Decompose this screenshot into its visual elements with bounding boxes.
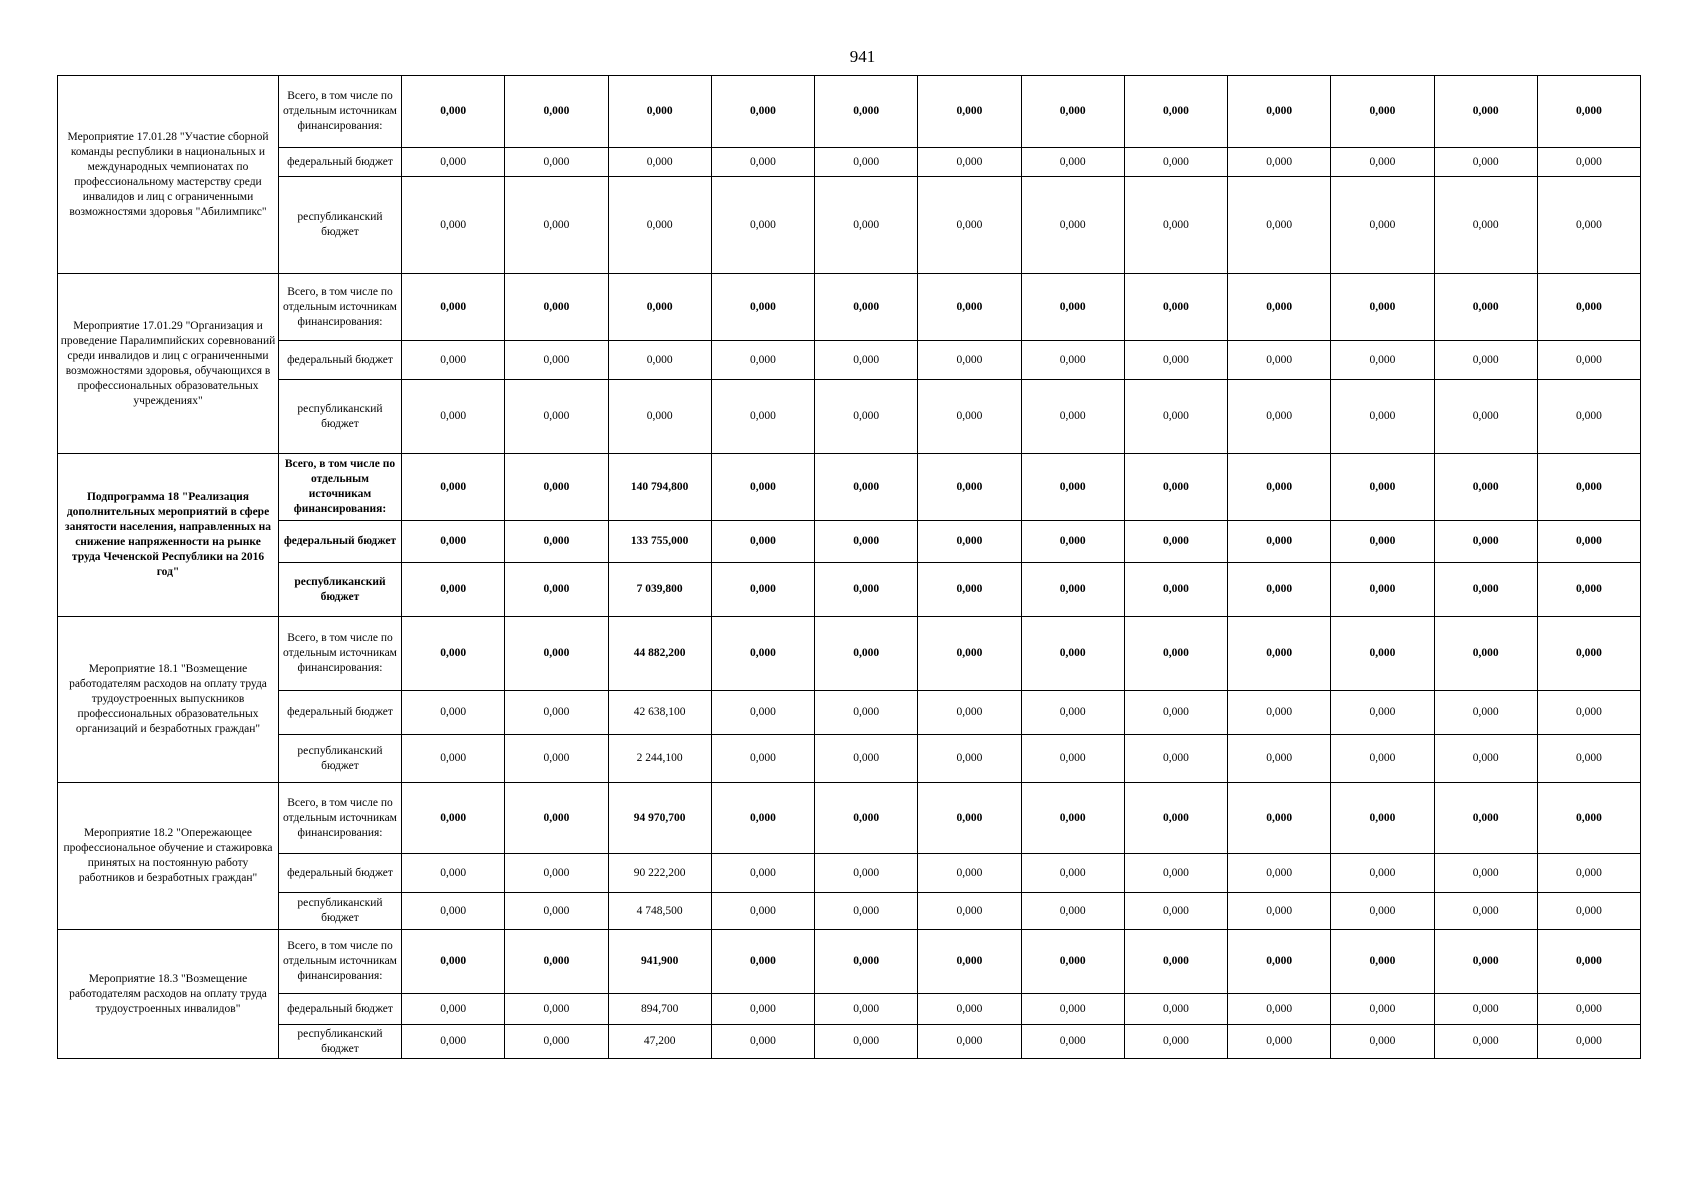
value-cell: 0,000 xyxy=(1537,854,1640,893)
value-cell: 0,000 xyxy=(1021,177,1124,274)
value-cell: 0,000 xyxy=(1537,930,1640,994)
value-cell: 0,000 xyxy=(1331,893,1434,930)
value-cell: 0,000 xyxy=(505,563,608,617)
value-cell: 0,000 xyxy=(1021,274,1124,341)
value-cell: 0,000 xyxy=(1021,148,1124,177)
value-cell: 0,000 xyxy=(1434,617,1537,691)
value-cell: 0,000 xyxy=(1021,994,1124,1025)
value-cell: 0,000 xyxy=(1021,76,1124,148)
value-cell: 0,000 xyxy=(1228,783,1331,854)
table-row xyxy=(58,521,1641,563)
funding-source-cell: республиканский бюджет xyxy=(279,735,402,783)
value-cell: 0,000 xyxy=(1124,691,1227,735)
value-cell: 0,000 xyxy=(1124,783,1227,854)
value-cell: 0,000 xyxy=(1331,148,1434,177)
value-cell: 0,000 xyxy=(505,930,608,994)
value-cell: 0,000 xyxy=(402,930,505,994)
value-cell: 0,000 xyxy=(1434,994,1537,1025)
value-cell: 0,000 xyxy=(608,177,711,274)
value-cell: 0,000 xyxy=(402,735,505,783)
value-cell: 0,000 xyxy=(402,893,505,930)
event-name-cell: Мероприятие 17.01.29 "Организация и проведение Паралимпийских соревнований среди инвалидов и лиц с ограниченными возможностями здоровья, обучающихся в профессиональных образовательных учреждениях" xyxy=(58,274,279,454)
value-cell: 0,000 xyxy=(918,521,1021,563)
value-cell: 0,000 xyxy=(1021,783,1124,854)
value-cell: 0,000 xyxy=(1331,994,1434,1025)
value-cell: 0,000 xyxy=(711,521,814,563)
value-cell: 0,000 xyxy=(1331,930,1434,994)
value-cell: 0,000 xyxy=(402,76,505,148)
value-cell: 0,000 xyxy=(1434,1025,1537,1059)
value-cell: 0,000 xyxy=(1434,76,1537,148)
value-cell: 0,000 xyxy=(402,563,505,617)
value-cell: 0,000 xyxy=(918,994,1021,1025)
value-cell: 0,000 xyxy=(711,380,814,454)
value-cell: 0,000 xyxy=(1537,563,1640,617)
value-cell: 0,000 xyxy=(1434,783,1537,854)
value-cell: 0,000 xyxy=(918,76,1021,148)
funding-source-cell: федеральный бюджет xyxy=(279,854,402,893)
value-cell: 0,000 xyxy=(1228,617,1331,691)
value-cell: 2 244,100 xyxy=(608,735,711,783)
funding-source-cell: Всего, в том числе по отдельным источникам финансирования: xyxy=(279,274,402,341)
funding-source-cell: Всего, в том числе по отдельным источникам финансирования: xyxy=(279,76,402,148)
event-name-cell: Мероприятие 17.01.28 "Участие сборной команды республики в национальных и международных чемпионатах по профессиональному мастерству среди инвалидов и лиц с ограниченными возможностями здоровья "Абилимпикс" xyxy=(58,76,279,274)
value-cell: 133 755,000 xyxy=(608,521,711,563)
value-cell: 0,000 xyxy=(1434,854,1537,893)
value-cell: 0,000 xyxy=(1537,617,1640,691)
value-cell: 0,000 xyxy=(1021,930,1124,994)
value-cell: 0,000 xyxy=(815,454,918,521)
value-cell: 0,000 xyxy=(918,148,1021,177)
value-cell: 0,000 xyxy=(1434,893,1537,930)
value-cell: 0,000 xyxy=(402,380,505,454)
value-cell: 0,000 xyxy=(918,177,1021,274)
value-cell: 0,000 xyxy=(1331,454,1434,521)
value-cell: 90 222,200 xyxy=(608,854,711,893)
value-cell: 0,000 xyxy=(1434,274,1537,341)
value-cell: 0,000 xyxy=(1537,454,1640,521)
event-name-cell: Мероприятие 18.3 "Возмещение работодателям расходов на оплату труда трудоустроенных инвалидов" xyxy=(58,930,279,1059)
value-cell: 0,000 xyxy=(918,735,1021,783)
table-row xyxy=(58,893,1641,930)
value-cell: 0,000 xyxy=(1331,617,1434,691)
value-cell: 0,000 xyxy=(815,783,918,854)
value-cell: 0,000 xyxy=(815,1025,918,1059)
table-row xyxy=(58,76,1641,148)
value-cell: 0,000 xyxy=(1537,274,1640,341)
value-cell: 0,000 xyxy=(1228,380,1331,454)
value-cell: 0,000 xyxy=(711,177,814,274)
value-cell: 0,000 xyxy=(918,617,1021,691)
table-row xyxy=(58,930,1641,994)
table-row xyxy=(58,341,1641,380)
value-cell: 0,000 xyxy=(505,521,608,563)
value-cell: 0,000 xyxy=(1228,274,1331,341)
table-row xyxy=(58,617,1641,691)
value-cell: 0,000 xyxy=(1021,380,1124,454)
value-cell: 0,000 xyxy=(608,341,711,380)
value-cell: 0,000 xyxy=(505,1025,608,1059)
value-cell: 0,000 xyxy=(1537,783,1640,854)
value-cell: 0,000 xyxy=(1021,735,1124,783)
value-cell: 0,000 xyxy=(1537,177,1640,274)
value-cell: 0,000 xyxy=(711,783,814,854)
value-cell: 0,000 xyxy=(711,341,814,380)
value-cell: 894,700 xyxy=(608,994,711,1025)
value-cell: 0,000 xyxy=(1537,76,1640,148)
value-cell: 0,000 xyxy=(505,735,608,783)
value-cell: 0,000 xyxy=(711,454,814,521)
value-cell: 0,000 xyxy=(815,521,918,563)
value-cell: 0,000 xyxy=(505,341,608,380)
value-cell: 0,000 xyxy=(505,177,608,274)
value-cell: 0,000 xyxy=(608,380,711,454)
funding-source-cell: федеральный бюджет xyxy=(279,521,402,563)
funding-source-cell: республиканский бюджет xyxy=(279,563,402,617)
value-cell: 0,000 xyxy=(1124,76,1227,148)
value-cell: 0,000 xyxy=(1021,563,1124,617)
funding-source-cell: федеральный бюджет xyxy=(279,341,402,380)
value-cell: 0,000 xyxy=(402,148,505,177)
value-cell: 0,000 xyxy=(1331,76,1434,148)
value-cell: 0,000 xyxy=(711,735,814,783)
value-cell: 0,000 xyxy=(1331,274,1434,341)
value-cell: 0,000 xyxy=(1228,76,1331,148)
value-cell: 0,000 xyxy=(1124,735,1227,783)
value-cell: 0,000 xyxy=(1228,994,1331,1025)
value-cell: 0,000 xyxy=(1228,854,1331,893)
value-cell: 0,000 xyxy=(402,617,505,691)
value-cell: 7 039,800 xyxy=(608,563,711,617)
value-cell: 0,000 xyxy=(1228,893,1331,930)
value-cell: 0,000 xyxy=(1434,177,1537,274)
value-cell: 0,000 xyxy=(815,177,918,274)
value-cell: 0,000 xyxy=(918,563,1021,617)
value-cell: 0,000 xyxy=(1124,341,1227,380)
value-cell: 0,000 xyxy=(918,274,1021,341)
value-cell: 0,000 xyxy=(815,563,918,617)
value-cell: 0,000 xyxy=(1124,563,1227,617)
value-cell: 0,000 xyxy=(815,854,918,893)
value-cell: 0,000 xyxy=(918,930,1021,994)
funding-source-cell: республиканский бюджет xyxy=(279,380,402,454)
value-cell: 0,000 xyxy=(1228,691,1331,735)
value-cell: 0,000 xyxy=(1537,1025,1640,1059)
value-cell: 0,000 xyxy=(1537,994,1640,1025)
value-cell: 0,000 xyxy=(505,274,608,341)
value-cell: 0,000 xyxy=(1124,893,1227,930)
funding-source-cell: республиканский бюджет xyxy=(279,893,402,930)
value-cell: 0,000 xyxy=(1331,1025,1434,1059)
value-cell: 0,000 xyxy=(918,341,1021,380)
value-cell: 0,000 xyxy=(1228,1025,1331,1059)
value-cell: 94 970,700 xyxy=(608,783,711,854)
value-cell: 0,000 xyxy=(1124,148,1227,177)
value-cell: 0,000 xyxy=(815,274,918,341)
value-cell: 0,000 xyxy=(815,930,918,994)
value-cell: 0,000 xyxy=(1124,521,1227,563)
value-cell: 0,000 xyxy=(1021,341,1124,380)
budget-table xyxy=(57,75,1641,1059)
value-cell: 0,000 xyxy=(505,380,608,454)
value-cell: 44 882,200 xyxy=(608,617,711,691)
value-cell: 0,000 xyxy=(1021,454,1124,521)
value-cell: 0,000 xyxy=(505,691,608,735)
value-cell: 0,000 xyxy=(815,76,918,148)
value-cell: 0,000 xyxy=(815,148,918,177)
value-cell: 0,000 xyxy=(711,930,814,994)
value-cell: 0,000 xyxy=(1434,563,1537,617)
funding-source-cell: республиканский бюджет xyxy=(279,1025,402,1059)
value-cell: 0,000 xyxy=(918,783,1021,854)
value-cell: 0,000 xyxy=(918,893,1021,930)
funding-source-cell: Всего, в том числе по отдельным источникам финансирования: xyxy=(279,783,402,854)
funding-source-cell: федеральный бюджет xyxy=(279,994,402,1025)
funding-source-cell: федеральный бюджет xyxy=(279,148,402,177)
value-cell: 0,000 xyxy=(1228,563,1331,617)
value-cell: 0,000 xyxy=(608,274,711,341)
value-cell: 0,000 xyxy=(815,341,918,380)
table-row xyxy=(58,1025,1641,1059)
value-cell: 0,000 xyxy=(505,76,608,148)
value-cell: 0,000 xyxy=(505,893,608,930)
value-cell: 0,000 xyxy=(918,454,1021,521)
table-row xyxy=(58,735,1641,783)
value-cell: 0,000 xyxy=(1331,854,1434,893)
value-cell: 0,000 xyxy=(711,893,814,930)
table-row xyxy=(58,380,1641,454)
value-cell: 0,000 xyxy=(505,617,608,691)
value-cell: 0,000 xyxy=(815,994,918,1025)
value-cell: 0,000 xyxy=(505,783,608,854)
value-cell: 0,000 xyxy=(711,148,814,177)
value-cell: 0,000 xyxy=(918,691,1021,735)
table-row xyxy=(58,783,1641,854)
value-cell: 941,900 xyxy=(608,930,711,994)
value-cell: 0,000 xyxy=(1537,521,1640,563)
value-cell: 0,000 xyxy=(1124,617,1227,691)
value-cell: 0,000 xyxy=(815,893,918,930)
funding-source-cell: Всего, в том числе по отдельным источникам финансирования: xyxy=(279,930,402,994)
value-cell: 0,000 xyxy=(1537,380,1640,454)
funding-source-cell: республиканский бюджет xyxy=(279,177,402,274)
value-cell: 0,000 xyxy=(1228,735,1331,783)
value-cell: 0,000 xyxy=(1434,691,1537,735)
value-cell: 0,000 xyxy=(1331,380,1434,454)
value-cell: 0,000 xyxy=(1124,854,1227,893)
value-cell: 0,000 xyxy=(1124,1025,1227,1059)
value-cell: 0,000 xyxy=(1434,521,1537,563)
value-cell: 0,000 xyxy=(608,148,711,177)
value-cell: 0,000 xyxy=(815,691,918,735)
value-cell: 0,000 xyxy=(402,521,505,563)
value-cell: 0,000 xyxy=(1124,274,1227,341)
value-cell: 0,000 xyxy=(1331,783,1434,854)
table-row xyxy=(58,994,1641,1025)
table-row xyxy=(58,563,1641,617)
value-cell: 0,000 xyxy=(711,994,814,1025)
value-cell: 0,000 xyxy=(1537,893,1640,930)
value-cell: 140 794,800 xyxy=(608,454,711,521)
value-cell: 0,000 xyxy=(1021,893,1124,930)
value-cell: 0,000 xyxy=(711,691,814,735)
event-name-cell: Подпрограмма 18 "Реализация дополнительных мероприятий в сфере занятости населения, направленных на снижение напряженности на рынке труда Чеченской Республики на 2016 год" xyxy=(58,454,279,617)
value-cell: 42 638,100 xyxy=(608,691,711,735)
value-cell: 0,000 xyxy=(608,76,711,148)
value-cell: 0,000 xyxy=(505,454,608,521)
value-cell: 0,000 xyxy=(815,380,918,454)
page-number: 941 xyxy=(849,47,876,66)
value-cell: 47,200 xyxy=(608,1025,711,1059)
value-cell: 0,000 xyxy=(1434,454,1537,521)
value-cell: 0,000 xyxy=(1124,930,1227,994)
value-cell: 0,000 xyxy=(1021,691,1124,735)
value-cell: 0,000 xyxy=(1331,177,1434,274)
value-cell: 0,000 xyxy=(1331,735,1434,783)
table-row xyxy=(58,274,1641,341)
value-cell: 0,000 xyxy=(1124,380,1227,454)
value-cell: 0,000 xyxy=(1537,691,1640,735)
value-cell: 0,000 xyxy=(1021,617,1124,691)
value-cell: 0,000 xyxy=(1228,521,1331,563)
event-name-cell: Мероприятие 18.2 "Опережающее профессиональное обучение и стажировка принятых на постоянную работу работников и безработных граждан" xyxy=(58,783,279,930)
value-cell: 0,000 xyxy=(1021,854,1124,893)
value-cell: 0,000 xyxy=(1331,341,1434,380)
value-cell: 0,000 xyxy=(1021,1025,1124,1059)
value-cell: 0,000 xyxy=(1228,177,1331,274)
value-cell: 0,000 xyxy=(1434,380,1537,454)
value-cell: 0,000 xyxy=(711,563,814,617)
value-cell: 0,000 xyxy=(1021,521,1124,563)
event-name-cell: Мероприятие 18.1 "Возмещение работодателям расходов на оплату труда трудоустроенных выпускников профессиональных образовательных организаций и безработных граждан" xyxy=(58,617,279,783)
funding-source-cell: Всего, в том числе по отдельным источникам финансирования: xyxy=(279,454,402,521)
value-cell: 0,000 xyxy=(1537,148,1640,177)
value-cell: 0,000 xyxy=(1434,341,1537,380)
table-row xyxy=(58,854,1641,893)
value-cell: 0,000 xyxy=(402,994,505,1025)
value-cell: 0,000 xyxy=(711,274,814,341)
value-cell: 0,000 xyxy=(402,274,505,341)
value-cell: 0,000 xyxy=(1228,454,1331,521)
value-cell: 0,000 xyxy=(1537,735,1640,783)
table-row xyxy=(58,691,1641,735)
funding-source-cell: федеральный бюджет xyxy=(279,691,402,735)
value-cell: 4 748,500 xyxy=(608,893,711,930)
value-cell: 0,000 xyxy=(1124,177,1227,274)
table-row xyxy=(58,177,1641,274)
funding-source-cell: Всего, в том числе по отдельным источникам финансирования: xyxy=(279,617,402,691)
value-cell: 0,000 xyxy=(402,177,505,274)
value-cell: 0,000 xyxy=(711,76,814,148)
value-cell: 0,000 xyxy=(402,454,505,521)
value-cell: 0,000 xyxy=(1124,994,1227,1025)
value-cell: 0,000 xyxy=(1228,341,1331,380)
value-cell: 0,000 xyxy=(1331,563,1434,617)
value-cell: 0,000 xyxy=(1434,930,1537,994)
table-row xyxy=(58,454,1641,521)
value-cell: 0,000 xyxy=(1434,148,1537,177)
value-cell: 0,000 xyxy=(505,854,608,893)
value-cell: 0,000 xyxy=(1434,735,1537,783)
table-row xyxy=(58,148,1641,177)
value-cell: 0,000 xyxy=(815,617,918,691)
value-cell: 0,000 xyxy=(402,854,505,893)
value-cell: 0,000 xyxy=(918,854,1021,893)
value-cell: 0,000 xyxy=(711,617,814,691)
value-cell: 0,000 xyxy=(918,380,1021,454)
value-cell: 0,000 xyxy=(918,1025,1021,1059)
value-cell: 0,000 xyxy=(402,341,505,380)
value-cell: 0,000 xyxy=(505,148,608,177)
value-cell: 0,000 xyxy=(1124,454,1227,521)
value-cell: 0,000 xyxy=(402,1025,505,1059)
value-cell: 0,000 xyxy=(1228,148,1331,177)
value-cell: 0,000 xyxy=(1228,930,1331,994)
value-cell: 0,000 xyxy=(711,1025,814,1059)
value-cell: 0,000 xyxy=(1331,521,1434,563)
value-cell: 0,000 xyxy=(1331,691,1434,735)
value-cell: 0,000 xyxy=(402,783,505,854)
value-cell: 0,000 xyxy=(505,994,608,1025)
value-cell: 0,000 xyxy=(815,735,918,783)
value-cell: 0,000 xyxy=(402,691,505,735)
value-cell: 0,000 xyxy=(711,854,814,893)
value-cell: 0,000 xyxy=(1537,341,1640,380)
